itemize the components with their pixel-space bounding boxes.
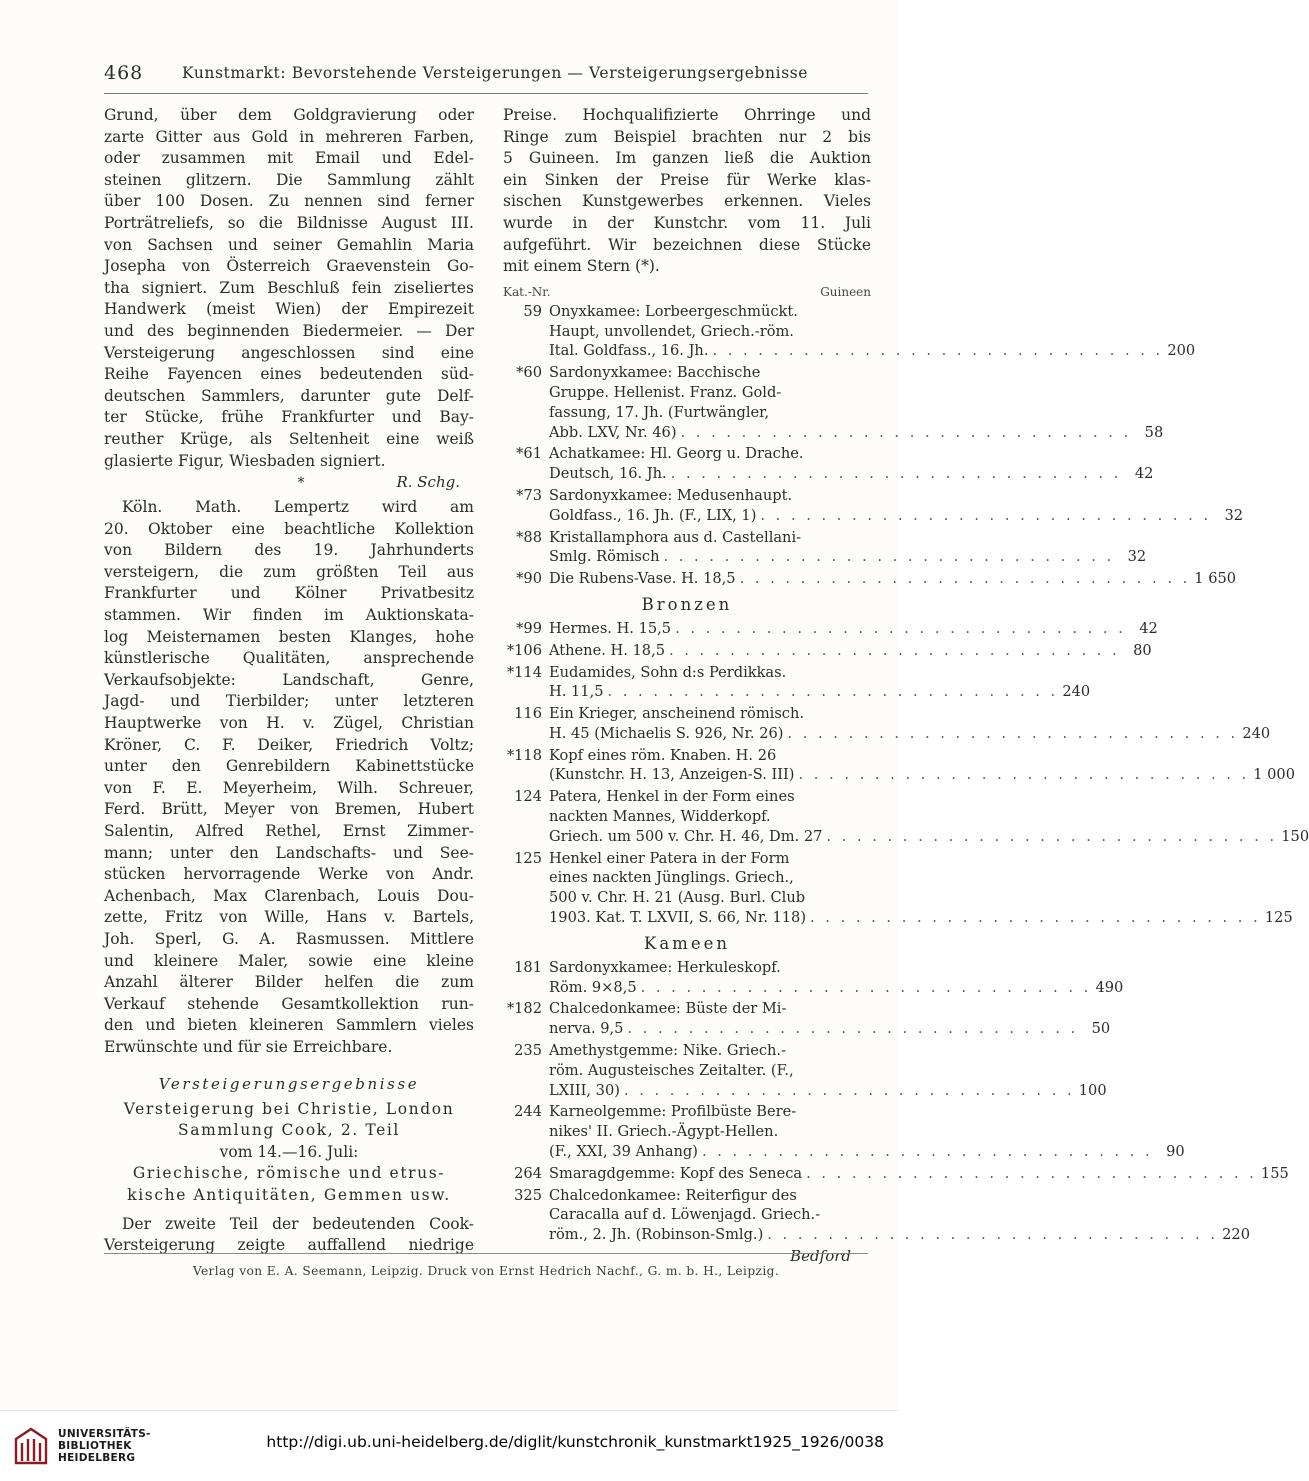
description-final-line [549,1081,1107,1101]
text-line: Köln. Math. Lempertz wird am [122,498,474,517]
auction-line: vom 14.—16. Juli: [219,1142,359,1161]
text-line: Anzahl älterer Bilder helfen die zum [104,973,474,992]
catalog-entry [503,641,1152,661]
description-line: 500 v. Chr. H. 21 (Ausg. Burl. Club [549,889,806,907]
text-line: stammen. Wir finden im Auktionskata- [104,606,474,625]
catalog-entry [503,849,1293,928]
description-line: Henkel einer Patera in der Form [549,849,790,867]
description-line: Ein Krieger, anscheinend römisch. [549,705,805,723]
description-final-line [549,724,1270,744]
description-line: (Kunstchr. H. 13, Anzeigen-S. III) [549,766,795,784]
text-line: Frankfurter und Kölner Privatbesitz [104,584,474,603]
catalog-entry [503,619,1158,639]
catalog-number: *60 [516,364,542,382]
price-value: 42 [1134,465,1154,483]
text-line: stücken hervorragende Werke von Andr. [104,865,474,884]
imprint-footer: Verlag von E. A. Seemann, Leipzig. Druck von Ernst Hedrich Nachf., G. m. b. H., Leipzig. [192,1264,780,1278]
signature-bedford: Bedford [790,1247,851,1266]
description-line: Smaragdgemme: Kopf des Seneca [549,1164,803,1182]
text-line: Erwünschte und für sie Erreichbare. [104,1037,393,1056]
text-line: Verkaufsobjekte: Landschaft, Genre, [104,670,474,689]
leader-dots: . . . . . . . . . . . . . . . . . . . . . . . . . . . . . . [826,827,1278,845]
catalog-entry [503,958,1124,998]
catalog-description [549,486,1243,526]
catalog-number: 235 [514,1042,542,1060]
catalog-number: *61 [516,445,542,463]
signature-name: R. Schg. [396,473,460,492]
text-line: mann; unter den Landschafts- und See- [104,843,474,862]
description-final-line [549,547,1146,567]
paragraph-cook [104,1214,474,1257]
text-line: und kleinere Maler, sowie eine kleine [104,951,474,970]
text-line: den und bieten kleineren Sammlern vieles [104,1016,474,1035]
catalog-entry [503,569,1237,589]
left-column [104,105,474,1257]
catalog-description [549,999,1110,1039]
catalog-entry [503,746,1295,786]
text-line: Josepha von Österreich Graevenstein Go- [104,257,474,276]
price-value: 1 650 [1194,570,1237,588]
price-value: 155 [1260,1164,1289,1182]
catalog-description [549,849,1293,928]
header-rule [104,93,868,94]
price-value: 42 [1139,619,1158,637]
description-line: Patera, Henkel in der Form eines [549,788,795,806]
description-line: Sardonyxkamee: Bacchische [549,364,761,382]
text-line: Verkauf stehende Gesamtkollektion run- [104,994,474,1013]
price-value: 100 [1078,1081,1107,1099]
description-line: Sardonyxkamee: Herkuleskopf. [549,958,781,976]
catalog-entry [503,528,1147,568]
leader-dots: . . . . . . . . . . . . . . . . . . . . . . . . . . . . . . [670,465,1122,483]
leader-dots: . . . . . . . . . . . . . . . . . . . . . . . . . . . . . . [640,978,1092,996]
price-value: 220 [1222,1226,1250,1244]
description-line: röm., 2. Jh. (Robinson-Smlg.) [549,1226,764,1244]
text-line: Porträtreliefs, so die Bildnisse August III. [104,213,474,232]
catalog-description [549,569,1236,589]
text-line: Versteigerung angeschlossen sind eine [104,343,474,362]
description-line: Eudamides, Sohn d:s Perdikkas. [549,663,787,681]
description-line: nerva. 9,5 [549,1020,624,1038]
description-line: Hermes. H. 15,5 [549,619,672,637]
catalog-description [549,746,1295,786]
catalog-number: *118 [506,746,542,764]
text-line: und des beginnenden Biedermeier. — Der [104,321,474,340]
leader-dots: . . . . . . . . . . . . . . . . . . . . . . . . . . . . . . [787,724,1239,742]
description-line: Onyxkamee: Lorbeergeschmückt. [549,302,798,320]
text-line: 5 Guineen. Im ganzen ließ die Auktion [503,149,871,168]
catalog-number: 264 [514,1164,542,1182]
text-line: zette, Fritz von Wille, Hans v. Bartels, [104,908,474,927]
text-line: tha signiert. Zum Beschluß fein ziseliertes [104,278,474,297]
library-name [58,1428,151,1464]
catalog-description [549,787,1309,846]
text-line: unter den Genrebildern Kabinettstücke [104,757,474,776]
catalog-entry [503,444,1154,484]
leader-dots: . . . . . . . . . . . . . . . . . . . . . . . . . . . . . . [627,1020,1079,1038]
leader-dots: . . . . . . . . . . . . . . . . . . . . . . . . . . . . . . [680,423,1132,441]
catalog-number: *90 [516,570,542,588]
catalog-entry [503,999,1111,1039]
library-bar [0,1410,898,1481]
description-line: röm. Augusteisches Zeitalter. (F., [549,1061,794,1079]
text-line: wurde in der Kunstchr. vom 11. Juli [503,213,871,232]
description-line: Goldfass., 16. Jh. (F., LIX, 1) [549,506,757,524]
catalog-entry [503,1186,1250,1245]
description-line: Gruppe. Hellenist. Franz. Gold- [549,383,782,401]
description-line: Smlg. Römisch [549,548,660,566]
description-final-line [549,908,1293,928]
leader-dots: . . . . . . . . . . . . . . . . . . . . . . . . . . . . . . [701,1143,1153,1161]
text-line: Salentin, Alfred Rethel, Ernst Zimmer- [104,822,474,840]
description-final-line [549,423,1163,443]
price-value: 150 [1281,827,1309,845]
catalog-description [549,528,1146,568]
catalog-description [549,444,1153,484]
section-heading-results: Versteigerungsergebnisse [158,1074,420,1093]
text-line: über 100 Dosen. Zu nennen sind ferner [104,192,474,211]
price-value: 240 [1062,683,1091,701]
catalog-number: 244 [514,1103,542,1121]
catalog-number: *88 [516,528,542,546]
text-line: künstlerische Qualitäten, ansprechende [104,649,474,668]
text-line: steinen glitzern. Die Sammlung zählt [104,170,474,189]
catalog-description [549,363,1163,442]
text-line: Preise. Hochqualifizierte Ohrringe und [503,106,871,124]
description-line: Kristallamphora aus d. Castellani- [549,528,802,546]
text-line: Handwerk (meist Wien) der Empirezeit [104,300,474,319]
catalog-entry [503,787,1309,846]
text-line: Hauptwerke von H. v. Zügel, Christian [104,714,474,733]
page-number: 468 [104,62,144,84]
text-line: Achenbach, Max Clarenbach, Louis Dou- [104,886,474,905]
catalog-entry [503,1164,1289,1184]
catalog-number: *182 [506,1000,542,1018]
catalog-entry [503,486,1244,526]
price-value: 58 [1144,423,1164,441]
auction-line: kische Antiquitäten, Gemmen usw. [127,1185,451,1204]
catalog-number: 59 [523,302,542,320]
catalog-entry [503,302,1196,361]
description-final-line [549,765,1295,785]
paragraph-koeln [104,497,474,1058]
auction-title-block [104,1099,474,1207]
catalog-description [549,1041,1107,1100]
text-line: von Bildern des 19. Jahrhunderts [104,541,474,560]
catalog-description [549,704,1270,744]
catalog-entry [503,663,1091,703]
currency-label: Guineen [820,284,871,299]
catalog-number-label: Kat.-Nr. [503,284,551,299]
description-line: Athene. H. 18,5 [549,641,665,659]
catalog-entry [503,1041,1107,1100]
description-line: Chalcedonkamee: Reiterfigur des [549,1186,797,1204]
catalog-number: 181 [514,958,542,976]
description-line: Amethystgemme: Nike. Griech.- [549,1042,786,1060]
catalog-description [549,663,1090,703]
leader-dots: . . . . . . . . . . . . . . . . . . . . . . . . . . . . . . [798,766,1250,784]
description-line: Haupt, unvollendet, Griech.-röm. [549,322,794,340]
description-final-line [549,682,1090,702]
paragraph-dosen [104,105,474,472]
catalog-number: 125 [514,849,542,867]
description-line: Sardonyxkamee: Medusenhaupt. [549,486,793,504]
price-value: 200 [1167,342,1196,360]
text-line: von Sachsen und seiner Gemahlin Maria [104,235,474,254]
description-line: Die Rubens-Vase. H. 18,5 [549,570,736,588]
entries-gemmen [503,302,1244,589]
text-line: sischen Kunstgewerbes erkennen. Vieles [503,192,871,211]
description-line: Abb. LXV, Nr. 46) [549,423,677,441]
catalog-description [549,1186,1250,1245]
text-line: zarte Gitter aus Gold in mehreren Farben, [104,127,474,146]
leader-dots: . . . . . . . . . . . . . . . . . . . . . . . . . . . . . . [760,506,1212,524]
paragraph-preise [503,105,871,278]
description-final-line [549,464,1153,484]
auction-line: Sammlung Cook, 2. Teil [178,1121,400,1140]
description-line: Röm. 9×8,5 [549,978,637,996]
description-final-line [549,1142,1185,1162]
leader-dots: . . . . . . . . . . . . . . . . . . . . . . . . . . . . . . [767,1226,1218,1244]
text-line: oder zusammen mit Email und Edel- [104,149,474,168]
description-final-line [549,827,1309,847]
text-line: Grund, über dem Goldgravierung oder [104,106,474,124]
entries-kameen [503,958,1289,1245]
description-final-line [549,978,1123,998]
text-line: Ferd. Brütt, Meyer von Bremen, Hubert [104,800,474,819]
description-line: Ital. Goldfass., 16. Jh. [549,342,709,360]
leader-dots: . . . . . . . . . . . . . . . . . . . . . . . . . . . . . . [739,570,1191,588]
description-line: nackten Mannes, Widderkopf. [549,808,771,826]
description-line: H. 11,5 [549,683,604,701]
price-value: 32 [1127,548,1147,566]
library-name-line: UNIVERSITÄTS- [58,1428,151,1440]
description-line: Karneolgemme: Profilbüste Bere- [549,1103,797,1121]
price-value: 50 [1091,1020,1111,1038]
catalog-header [503,284,871,300]
catalog-number: *114 [506,663,542,681]
description-line: Caracalla auf d. Löwenjagd. Griech.- [549,1206,821,1224]
description-line: Griech. um 500 v. Chr. H. 46, Dm. 27 [549,827,823,845]
page-header [104,62,868,90]
description-line: LXIII, 30) [549,1081,620,1099]
signature-rschg [104,472,474,494]
text-line: Kröner, C. F. Deiker, Friedrich Voltz; [104,735,474,754]
text-line: reuther Krüge, als Seltenheit eine weiß [104,429,474,448]
catalog-number: *106 [506,641,542,659]
description-line: fassung, 17. Jh. (Furtwängler, [549,403,770,421]
description-line: nikes' II. Griech.-Ägypt-Hellen. [549,1123,779,1141]
right-column [503,105,1309,1266]
catalog-entry [503,1102,1185,1161]
text-line: ein Sinken der Preise für Werke klas- [503,170,871,189]
description-final-line [549,1164,1289,1184]
description-final-line [549,1225,1250,1245]
leader-dots: . . . . . . . . . . . . . . . . . . . . . . . . . . . . . . [712,342,1164,360]
catalog-description [549,1102,1185,1161]
catalog-entry [503,363,1164,442]
leader-dots: . . . . . . . . . . . . . . . . . . . . . . . . . . . . . . [669,641,1120,659]
catalog-number: *99 [516,619,542,637]
entries-bronzen [503,619,1309,928]
catalog-entry [503,704,1271,744]
library-name-line: HEIDELBERG [58,1452,136,1464]
description-line: Chalcedonkamee: Büste der Mi- [549,1000,787,1018]
leader-dots: . . . . . . . . . . . . . . . . . . . . . . . . . . . . . . [810,909,1261,927]
text-line: Jagd- und Tierbilder; unter letzteren [104,692,474,711]
description-line: Deutsch, 16. Jh. [549,465,667,483]
text-line: Reihe Fayencen eines bedeutenden süd- [104,365,474,384]
running-title: Kunstmarkt: Bevorstehende Versteigerungen — Versteigerungsergebnisse [182,64,809,82]
catalog-description [549,619,1158,639]
catalog-description [549,1164,1289,1184]
price-value: 240 [1242,724,1271,742]
description-final-line [549,569,1236,589]
catalog-description [549,302,1195,361]
description-final-line [549,341,1195,361]
university-library-logo-icon [12,1425,50,1467]
price-value: 90 [1166,1143,1185,1161]
library-name-line: BIBLIOTHEK [58,1440,132,1452]
price-value: 490 [1095,978,1124,996]
text-line: glasierte Figur, Wiesbaden signiert. [104,451,386,470]
description-final-line [549,619,1158,639]
text-line: ter Stücke, frühe Frankfurter und Bay- [104,408,474,427]
price-value: 1 000 [1253,766,1295,784]
text-line: Versteigerung zeigte auffallend niedrige [104,1236,474,1255]
price-value: 125 [1264,909,1293,927]
footer-rule [104,1253,868,1254]
catalog-description [549,641,1152,661]
text-line: Der zweite Teil der bedeutenden Cook- [122,1214,474,1233]
text-line: Ringe zum Beispiel brachten nur 2 bis [503,127,871,146]
text-line: mit einem Stern (*). [503,257,660,276]
leader-dots: . . . . . . . . . . . . . . . . . . . . . . . . . . . . . . [806,1164,1257,1182]
description-final-line [549,506,1243,526]
description-line: (F., XXI, 39 Anhang) [549,1143,698,1161]
leader-dots: . . . . . . . . . . . . . . . . . . . . . . . . . . . . . . [675,619,1126,637]
auction-line: Griechische, römische und etrus- [132,1164,446,1183]
catalog-number: 325 [514,1186,542,1204]
catalog-number: *73 [516,486,542,504]
source-url-link[interactable]: http://digi.ub.uni-heidelberg.de/diglit/kunstchronik_kunstmarkt1925_1926/0038 [266,1433,884,1451]
text-line: 20. Oktober eine beachtliche Kollektion [104,519,474,538]
text-line: Joh. Sperl, G. A. Rasmussen. Mittlere [104,929,474,948]
heading-kameen: Kameen [644,933,730,953]
text-line: von F. E. Meyerheim, Wilh. Schreuer, [104,778,474,797]
leader-dots: . . . . . . . . . . . . . . . . . . . . . . . . . . . . . . [607,683,1059,701]
leader-dots: . . . . . . . . . . . . . . . . . . . . . . . . . . . . . . [623,1081,1075,1099]
leader-dots: . . . . . . . . . . . . . . . . . . . . . . . . . . . . . . [663,548,1115,566]
text-line: aufgeführt. Wir bezeichnen diese Stücke [503,235,871,254]
description-line: eines nackten Jünglings. Griech., [549,869,794,887]
heading-bronzen: Bronzen [641,594,733,614]
signature-star: * [297,475,305,492]
text-line: versteigern, die zum größten Teil aus [104,562,474,581]
catalog-number: 124 [514,788,542,806]
price-value: 80 [1133,641,1152,659]
catalog-number: 116 [514,705,542,723]
description-line: H. 45 (Michaelis S. 926, Nr. 26) [549,724,784,742]
price-value: 32 [1224,506,1244,524]
text-line: log Meisternamen besten Klanges, hohe [104,627,474,646]
description-line: 1903. Kat. T. LXVII, S. 66, Nr. 118) [549,909,807,927]
description-line: Achatkamee: Hl. Georg u. Drache. [549,445,804,463]
description-line: Kopf eines röm. Knaben. H. 26 [549,746,777,764]
text-line: deutschen Sammlers, darunter gute Delf- [104,386,474,405]
auction-line: Versteigerung bei Christie, London [123,1099,455,1118]
description-final-line [549,1019,1110,1039]
description-final-line [549,641,1152,661]
catalog-description [549,958,1123,998]
